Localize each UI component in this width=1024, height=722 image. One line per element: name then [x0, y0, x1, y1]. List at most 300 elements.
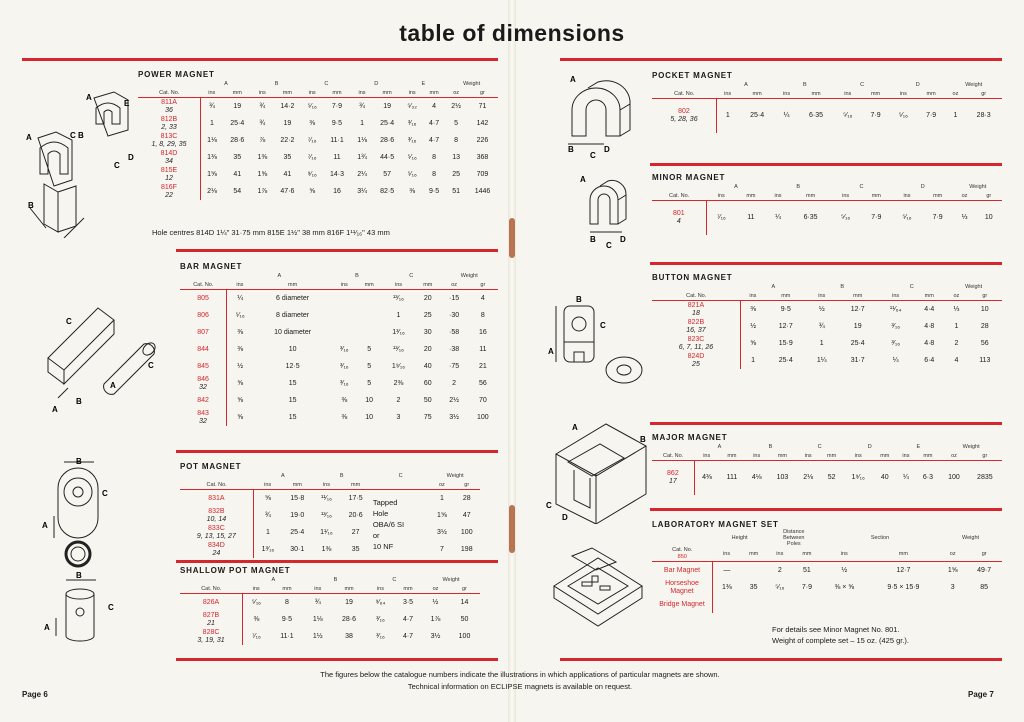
value-cell: 12·7	[850, 306, 865, 313]
value-cell: 19	[283, 120, 292, 127]
value-cell: 368	[476, 154, 489, 161]
value-cell: 28·6	[380, 137, 395, 144]
illustration-refs: 32	[199, 417, 207, 425]
bar-magnet-table	[180, 271, 498, 426]
lab-note-line: For details see Minor Magnet No. 801.	[772, 625, 900, 634]
value-cell: 28·6	[342, 616, 357, 623]
value-cell: 1¼	[816, 357, 827, 364]
dimension-label: C	[102, 489, 108, 498]
rule	[176, 450, 498, 453]
value-cell: 21	[478, 363, 487, 370]
table-row	[180, 628, 480, 645]
laboratory-set-illustration	[548, 546, 648, 642]
unit: ins	[332, 280, 356, 290]
unit: mm	[916, 451, 941, 461]
unit: ins	[227, 280, 254, 290]
illustration-refs: 34	[165, 157, 173, 165]
value-cell: ⅝	[750, 340, 757, 347]
illustration-refs: 21	[207, 619, 215, 627]
value-cell: 11	[479, 346, 487, 353]
col-letter: B	[355, 272, 359, 279]
value-cell: 11·1	[280, 633, 294, 640]
unit: ins	[694, 451, 719, 461]
unit: ins	[304, 584, 331, 594]
power-magnet-section	[138, 70, 498, 237]
unit: ins	[843, 451, 873, 461]
unit: Cat. No.	[652, 291, 740, 301]
value-cell: 8	[432, 154, 437, 161]
col-header: Height	[731, 535, 748, 541]
unit: ins	[706, 191, 736, 201]
value-cell: ³⁄₁₆	[891, 323, 901, 330]
dimension-label: D	[128, 153, 134, 162]
unit: ins	[896, 451, 915, 461]
value-cell: 40	[423, 363, 432, 370]
unit: mm	[868, 547, 939, 562]
value-cell: 25·4	[230, 120, 245, 127]
unit: gr	[968, 291, 1002, 301]
dimension-label: D	[620, 235, 626, 244]
col-letter: Weight	[965, 283, 983, 290]
value-cell: 1⅝	[207, 171, 217, 178]
value-cell: 47·6	[280, 188, 295, 195]
catalogue-cell	[180, 594, 243, 612]
value-cell: 38	[345, 633, 353, 640]
unit: gr	[965, 89, 1002, 99]
col-header-line: Poles	[786, 541, 801, 547]
letter-row	[652, 442, 1002, 451]
value-cell: 15	[288, 397, 297, 404]
rule	[176, 560, 498, 563]
unit: ins	[767, 547, 793, 562]
lab-item-label: Bridge Magnet	[652, 596, 713, 613]
value-cell	[741, 562, 767, 580]
catalogue-number: 824D	[687, 352, 705, 360]
value-cell: 1	[953, 112, 958, 120]
pot-magnet-illustration	[40, 458, 130, 568]
illustration-refs: 16, 37	[686, 326, 706, 334]
unit: ins	[740, 291, 765, 301]
footnote-line: Technical information on ECLIPSE magnets is available on request.	[407, 682, 633, 691]
unit: ins	[806, 291, 837, 301]
value-cell: 1	[265, 529, 270, 536]
dimension-label: C	[108, 603, 114, 612]
value-cell: 1⅝	[437, 512, 447, 519]
illustration-refs: 18	[692, 309, 700, 317]
illustration-refs: 4	[676, 217, 681, 225]
value-cell: 14·2	[280, 103, 295, 110]
binding-mark	[509, 505, 515, 553]
illustration-refs: 32	[199, 383, 207, 391]
value-cell: ⅜	[409, 188, 416, 195]
unit: ins	[716, 89, 738, 99]
unit: ins	[766, 191, 791, 201]
unit: Cat. No.	[652, 191, 706, 201]
illustration-refs: 6, 7, 11, 26	[678, 343, 714, 351]
unit: ins	[713, 547, 741, 562]
table-row	[652, 596, 1002, 613]
catalogue-number: 834D	[208, 541, 225, 549]
value-cell: —	[723, 567, 731, 574]
table-row	[138, 132, 498, 149]
unit: ins	[831, 191, 861, 201]
dimension-label: D	[562, 513, 568, 522]
value-cell: ⁵⁄₃₂	[407, 103, 417, 110]
unit: ins	[251, 88, 273, 98]
value-cell: 20	[423, 295, 432, 302]
value-cell: ⅜	[237, 329, 244, 336]
value-cell: 2¼	[357, 171, 367, 178]
value-cell: ¾	[314, 599, 321, 606]
value-cell: ⁵⁄₁₆	[840, 214, 851, 222]
unit: Cat. No.	[652, 89, 716, 99]
value-cell: 7·9	[331, 103, 343, 110]
unit: oz	[953, 191, 975, 201]
value-cell: 1⅜	[257, 154, 268, 161]
unit: Cat. No.	[180, 584, 243, 594]
value-cell: ⁹⁄₆₄	[375, 599, 386, 606]
value-cell: 25·4	[380, 120, 395, 127]
footnote	[180, 669, 860, 693]
value-cell: 2½	[449, 397, 459, 404]
value-cell: 6·35	[803, 214, 818, 222]
value-cell: ³⁄₁₆	[339, 346, 349, 353]
page-number-right: Page 7	[968, 690, 994, 699]
value-cell: 25	[452, 171, 461, 178]
illustration-refs: 3, 19, 31	[197, 636, 225, 644]
value-cell: 1⅛	[312, 616, 323, 623]
value-cell: 5	[367, 380, 372, 387]
value-cell: 1⅛	[207, 137, 217, 144]
illustration-refs: 1, 8, 29, 35	[151, 140, 187, 148]
table-row	[180, 541, 480, 558]
catalogue-cell	[180, 611, 243, 628]
lab-note-line: Weight of complete set – 15 oz. (425 gr.).	[772, 636, 910, 645]
value-cell: 19	[345, 599, 353, 606]
value-cell: 31·7	[850, 357, 865, 364]
value-cell: 25	[423, 312, 432, 319]
value-cell: ½	[750, 323, 757, 330]
value-cell: ·58	[449, 329, 460, 336]
catalogue-cell	[180, 341, 227, 358]
value-cell: 57	[383, 171, 392, 178]
col-letter: B	[339, 472, 344, 479]
value-cell: ⅜ × ⅝	[834, 584, 855, 591]
letter-row	[652, 80, 1002, 89]
unit: ins	[382, 280, 415, 290]
catalogue-number: 823C	[687, 335, 705, 343]
col-letter: B	[768, 443, 773, 450]
value-cell	[713, 596, 741, 613]
col-letter: A	[771, 283, 776, 290]
catalogue-cell	[180, 541, 253, 558]
value-cell: 1⅜	[321, 546, 332, 553]
catalogue-number: 816F	[161, 183, 177, 191]
col-letter: C	[392, 576, 397, 583]
unit: mm	[820, 451, 843, 461]
value-cell: ¼	[903, 474, 909, 482]
catalogue-cell	[180, 290, 227, 308]
catalogue-number: 827B	[202, 611, 220, 619]
table-row	[180, 375, 498, 392]
col-letter: D	[374, 80, 379, 87]
col-letter: C	[324, 80, 329, 87]
value-cell: 13	[452, 154, 461, 161]
rule	[650, 508, 1002, 511]
unit: ins	[775, 89, 797, 99]
rule	[560, 658, 1002, 661]
rule	[560, 58, 1002, 61]
catalogue-number: 845	[197, 362, 209, 370]
page-number-left: Page 6	[22, 690, 48, 699]
section-title: BUTTON MAGNET	[652, 273, 733, 282]
unit: gr	[976, 191, 1002, 201]
value-cell	[357, 290, 382, 308]
value-cell: 1	[751, 357, 756, 364]
value-cell: 7	[439, 546, 444, 553]
value-cell: 1¹⁄₁₆	[320, 529, 333, 536]
value-cell: ½	[237, 363, 244, 370]
dimension-label: A	[26, 133, 32, 142]
value-cell: 6·3	[922, 474, 933, 482]
catalogue-number: 850	[677, 554, 687, 560]
value-cell: 2835	[977, 474, 993, 482]
value-cell: 28·6	[230, 137, 245, 144]
section-title: SHALLOW POT MAGNET	[180, 566, 291, 575]
unit: ins	[878, 291, 913, 301]
value-cell: ⁵⁄₁₆	[902, 214, 912, 222]
table-row	[652, 335, 1002, 352]
table-row	[180, 358, 498, 375]
col-header	[767, 529, 821, 547]
value-cell: ⅜	[253, 616, 260, 623]
value-cell: ⅝	[237, 380, 244, 387]
value-cell: 11·1	[330, 137, 344, 144]
value-cell: 1⅜	[207, 154, 217, 161]
catalogue-number: 842	[197, 396, 209, 404]
unit: gr	[468, 280, 498, 290]
unit: oz	[940, 451, 967, 461]
value-cell: ³⁄₁₆	[407, 120, 417, 127]
catalogue-cell	[652, 335, 740, 352]
letter-row	[652, 529, 1002, 547]
illustration-refs: 17	[668, 477, 677, 485]
value-cell	[793, 596, 821, 613]
value-cell: 56	[980, 340, 989, 347]
dimension-label: A	[570, 75, 576, 84]
value-cell: 35	[233, 154, 242, 161]
value-cell: 85	[980, 584, 989, 591]
value-cell: 1⅞	[430, 616, 441, 623]
value-cell: 7·9	[870, 112, 881, 120]
col-letter: Weight	[962, 443, 980, 450]
value-cell: 9·5 × 15·9	[887, 584, 920, 591]
value-cell: ⅝	[237, 414, 244, 421]
unit	[371, 480, 431, 490]
col-letter: B	[796, 183, 801, 190]
tapped-hole-note	[371, 490, 431, 559]
col-letter: A	[271, 576, 276, 583]
value-cell: ¾	[209, 103, 215, 110]
value-cell: ⁵⁄₁₆	[407, 154, 417, 161]
section-title: BAR MAGNET	[180, 262, 243, 271]
value-cell: 4⅛	[751, 474, 762, 482]
col-letter: C	[409, 272, 414, 279]
unit: ins	[253, 480, 282, 490]
unit: mm	[790, 191, 830, 201]
value-cell: ⁵⁄₁₆	[235, 312, 245, 319]
value-cell: ⅞	[259, 137, 266, 144]
value-cell: 41	[233, 171, 242, 178]
value-cell: 10	[984, 214, 993, 222]
value-cell	[332, 307, 356, 324]
unit: mm	[741, 547, 767, 562]
catalogue-cell	[652, 99, 716, 133]
dimension-label: B	[28, 201, 34, 210]
unit: mm	[394, 584, 422, 594]
value-cell: 2½	[451, 103, 461, 110]
unit: mm	[765, 291, 806, 301]
catalogue-cell	[180, 392, 227, 409]
unit: mm	[331, 584, 367, 594]
value-cell: 4·4	[924, 306, 935, 313]
value-cell: 20	[423, 346, 432, 353]
value-cell: ¼	[237, 295, 244, 302]
minor-magnet-table	[652, 182, 1002, 235]
value-cell: 16	[478, 329, 487, 336]
value-cell: 1⅝	[257, 171, 268, 178]
value-cell: 25·4	[778, 357, 793, 364]
letter-row	[180, 271, 498, 280]
value-cell: 100	[948, 474, 960, 482]
value-cell: ¾	[259, 103, 266, 110]
catalogue-cell	[180, 507, 253, 524]
unit: ins	[351, 88, 373, 98]
value-cell: ¾	[359, 103, 365, 110]
table-row	[652, 579, 1002, 596]
dimension-label: B	[640, 435, 646, 444]
value-cell: ·30	[449, 312, 460, 319]
value-cell: ⁵⁄₁₆	[407, 171, 417, 178]
value-cell: 1³⁄₁₆	[392, 329, 405, 336]
value-cell: 50	[460, 616, 469, 623]
dimension-label: A	[52, 405, 58, 414]
value-cell: 1	[210, 120, 214, 127]
dimension-label: A	[42, 521, 48, 530]
illustration-refs: 25	[692, 360, 700, 368]
value-cell: 12·5	[285, 363, 300, 370]
catalogue-number: 806	[197, 311, 209, 319]
value-cell: ⁷⁄₁₆	[307, 137, 317, 144]
table-row	[180, 524, 480, 541]
letter-row	[652, 182, 1002, 191]
letter-row	[180, 471, 480, 480]
value-cell: 7·9	[871, 214, 882, 222]
value-cell: ¾	[818, 323, 825, 330]
col-letter: Weight	[460, 272, 478, 279]
unit: mm	[273, 88, 301, 98]
unit: oz	[440, 280, 467, 290]
value-cell: 15·9	[778, 340, 793, 347]
value-cell: 2⅜	[393, 380, 404, 387]
col-letter: E	[916, 443, 921, 450]
catalogue-cell	[652, 318, 740, 335]
value-cell: 3·5	[402, 599, 414, 606]
value-cell: ·38	[449, 346, 460, 353]
col-letter: A	[224, 80, 228, 87]
catalogue-cell	[652, 201, 706, 235]
units-row	[180, 280, 498, 290]
value-cell: 6·4	[924, 357, 935, 364]
value-cell: ⁵⁄₁₆	[898, 112, 908, 120]
table-row	[652, 461, 1002, 495]
col-letter: A	[281, 472, 285, 479]
catalogue-number: 801	[673, 209, 685, 217]
value-cell: ¼	[775, 214, 781, 222]
minor-magnet-section	[652, 173, 1002, 235]
lab-item-label: Bar Magnet	[652, 562, 713, 580]
value-cell: ¹³⁄₁₆	[392, 346, 404, 353]
col-letter: A	[277, 272, 282, 279]
value-cell: 3	[396, 414, 401, 421]
value-cell: 1	[396, 312, 401, 319]
table-row	[180, 611, 480, 628]
value-cell: 3¼	[357, 188, 367, 195]
value-cell: 71	[478, 103, 487, 110]
unit: oz	[945, 291, 967, 301]
catalogue-cell	[180, 375, 227, 392]
value-cell	[332, 290, 356, 308]
value-cell	[357, 324, 382, 341]
rule	[176, 249, 498, 252]
table-row	[180, 341, 498, 358]
value-cell: 82·5	[380, 188, 395, 195]
value-cell	[767, 596, 793, 613]
footnote-line: The figures below the catalogue numbers indicate the illustrations in which applications of particular magnets are shown.	[320, 670, 720, 679]
unit: mm	[922, 191, 954, 201]
value-cell: 15	[288, 414, 297, 421]
table-row	[138, 166, 498, 183]
major-magnet-illustration	[544, 414, 654, 524]
value-cell: 60	[423, 380, 432, 387]
value-cell: ⁷⁄₁₆	[251, 633, 261, 640]
section-title: MAJOR MAGNET	[652, 433, 728, 442]
value-cell: 28	[980, 323, 989, 330]
table-row	[180, 490, 480, 508]
col-letter: D	[915, 81, 920, 88]
dimension-label: C	[66, 317, 72, 326]
value-cell: 4	[480, 295, 485, 302]
value-cell: 4·8	[924, 323, 935, 330]
table-row	[180, 409, 498, 426]
value-cell	[332, 324, 356, 341]
value-cell: 9·5	[281, 616, 293, 623]
catalogue-number: 822B	[687, 318, 705, 326]
value-cell: ⁷⁄₁₆	[716, 214, 726, 222]
value-cell: 2	[396, 397, 401, 404]
catalogue-cell	[138, 183, 200, 200]
illustration-refs: 36	[165, 106, 173, 114]
value-cell: 6·35	[809, 112, 824, 120]
unit: mm	[913, 291, 945, 301]
col-letter: C	[909, 283, 914, 290]
hole-note-line: OBA/6 SI	[372, 519, 405, 529]
value-cell: 11	[333, 154, 341, 161]
dimension-label: C	[600, 321, 606, 330]
hole-centres-note: Hole centres 814D 1¼" 31·75 mm 815E 1½" 38 mm 816F 1¹¹⁄₁₆" 43 mm	[152, 228, 390, 237]
value-cell: 4·7	[429, 137, 440, 144]
unit: ins	[892, 191, 922, 201]
